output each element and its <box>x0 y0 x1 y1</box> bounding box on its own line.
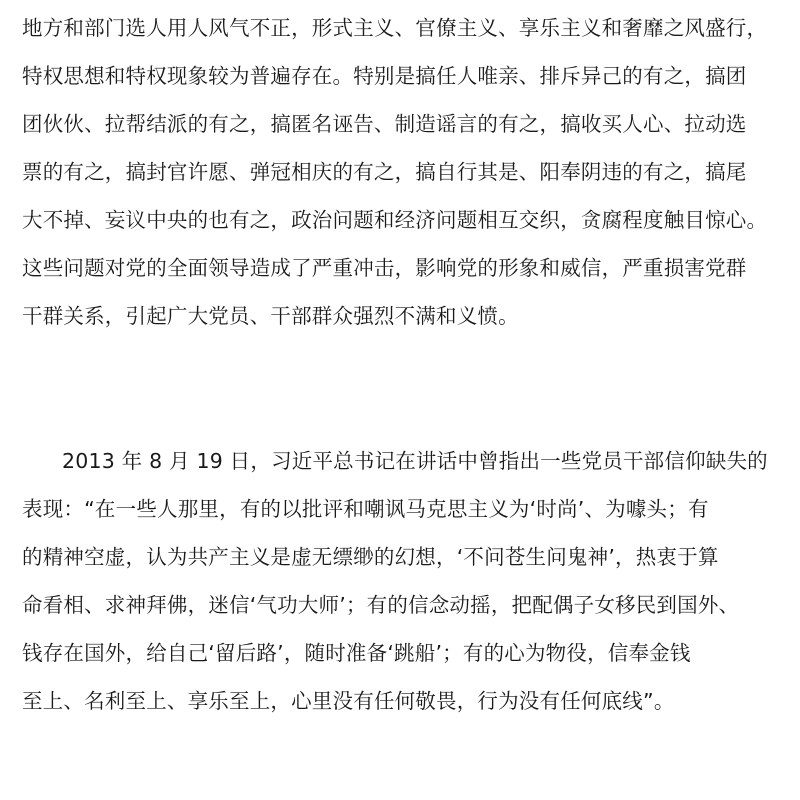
text-line: 票的有之，搞封官许愿、弹冠相庆的有之，搞自行其是、阳奉阴违的有之，搞尾 <box>22 160 747 184</box>
text-line: 钱存在国外，给自己‘留后路’，随时准备‘跳船’；有的心为物役，信奉金钱 <box>22 641 691 665</box>
text-line: 2013 年 8 月 19 日，习近平总书记在讲话中曾指出一些党员干部信仰缺失的 <box>62 449 768 473</box>
text-line: 这些问题对党的全面领导造成了严重冲击，影响党的形象和威信，严重损害党群 <box>22 256 747 280</box>
paragraph-1 <box>22 4 782 340</box>
text-line: 的精神空虚，认为共产主义是虚无缥缈的幻想，‘不问苍生问鬼神’，热衷于算 <box>22 545 719 569</box>
text-line: 命看相、求神拜佛，迷信‘气功大师’；有的信念动摇，把配偶子女移民到国外、 <box>22 593 740 617</box>
text-line: 地方和部门选人用人风气不正，形式主义、官僚主义、享乐主义和奢靡之风盛行， <box>22 16 768 40</box>
text-line: 团伙伙、拉帮结派的有之，搞匿名诬告、制造谣言的有之，搞收买人心、拉动选 <box>22 112 747 136</box>
text-line: 表现：“在一些人那里，有的以批评和嘲讽马克思主义为‘时尚’、为噱头；有 <box>22 497 709 521</box>
paragraph-2 <box>22 437 782 725</box>
text-line: 至上、名利至上、享乐至上，心里没有任何敬畏，行为没有任何底线”。 <box>22 689 675 713</box>
text-line: 干群关系，引起广大党员、干部群众强烈不满和义愤。 <box>22 304 519 328</box>
text-line: 大不掉、妄议中央的也有之，政治问题和经济问题相互交织，贪腐程度触目惊心。 <box>22 208 768 232</box>
text-line: 特权思想和特权现象较为普遍存在。特别是搞任人唯亲、排斥异己的有之，搞团 <box>22 64 747 88</box>
